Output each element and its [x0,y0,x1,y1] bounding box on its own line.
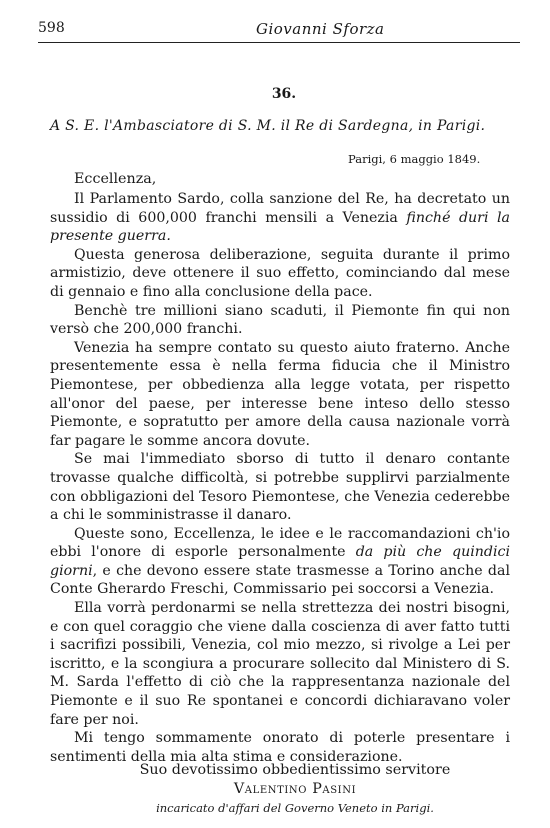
paragraph-6-text-a: Queste sono, Eccellenza, le idee e le raccomandazioni ch'io ebbi l'onore di esporle personalmente [50,525,510,561]
running-head: Giovanni Sforza [256,20,385,38]
letter-body [50,190,510,766]
paragraph-7: Ella vorrà perdonarmi se nella strettezza dei nostri bisogni, e con quel coraggio che viene dalla coscienza di aver fatto tutti i sacrifizi possibili, Venezia, col mio mezzo, si rivolge a Lei per iscritto, e la scongiura a procurare sollecito dal Ministero di S. M. Sarda l'effetto di ciò che la rappresentanza nazionale del Piemonte e il suo Re spontanei e concordi dichiaravano voler fare per noi. [50,600,510,728]
signer-name: Valentino Pasini [233,781,357,797]
document-number: 36. [271,86,297,102]
paragraph-2: Questa generosa deliberazione, seguita durante il primo armistizio, deve ottenere il suo effetto, cominciando dal mese di gennaio e fino alla conclusione della pace. [50,246,510,300]
signer-role: incaricato d'affari del Governo Veneto in Parigi. [156,801,434,815]
closing-formula: Suo devotissimo obbedientissimo servitore [139,762,451,778]
paragraph-6-italic: da più che quindici giorni [50,544,510,579]
letter-salutation: Eccellenza, [74,171,157,187]
paragraph-6-text-b: , e che devono essere state trasmesse a Torino anche dal Conte Gherardo Freschi, Commissario pei soccorsi a Venezia. [50,562,510,598]
paragraph-3: Benchè tre millioni siano scaduti, il Piemonte fin qui non versò che 200,000 franchi. [50,302,510,338]
paragraph-5: Se mai l'immediato sborso di tutto il denaro contante trovasse qualche difficoltà, si potrebbe supplirvi parzialmente con obbligazioni del Tesoro Piemontese, che Venezia cederebbe a chi le somministrasse il danaro. [50,451,510,524]
paragraph-6 [50,525,510,599]
letter-dateline: Parigi, 6 maggio 1849. [348,152,481,166]
paragraph-8: Mi tengo sommamente onorato di poterle presentare i sentimenti della mia alta stima e considerazione. [50,730,510,765]
paragraph-1-italic: finché duri la presente guerra. [50,209,511,245]
page-number: 598 [38,20,65,36]
letter-signoff [0,761,550,818]
paragraph-1-text: Il Parlamento Sardo, colla sanzione del Re, ha decretato un sussidio di 600,000 franchi mensili a Venezia [50,191,510,226]
letter-address: A S. E. l'Ambasciatore di S. M. il Re di Sardegna, in Parigi. [50,118,486,134]
paragraph-4: Venezia ha sempre contato su questo aiuto fraterno. Anche presentemente essa è nella ferma fiducia che il Ministro Piemontese, per obbedienza alla legge votata, per rispetto all'onor del paese, per interesse bene inteso dello stesso Piemonte, e sopratutto per amore della causa nazionale vorrà far pagare le somme ancora dovute. [50,339,510,449]
paragraph-1 [50,190,510,246]
page-header [38,18,520,43]
